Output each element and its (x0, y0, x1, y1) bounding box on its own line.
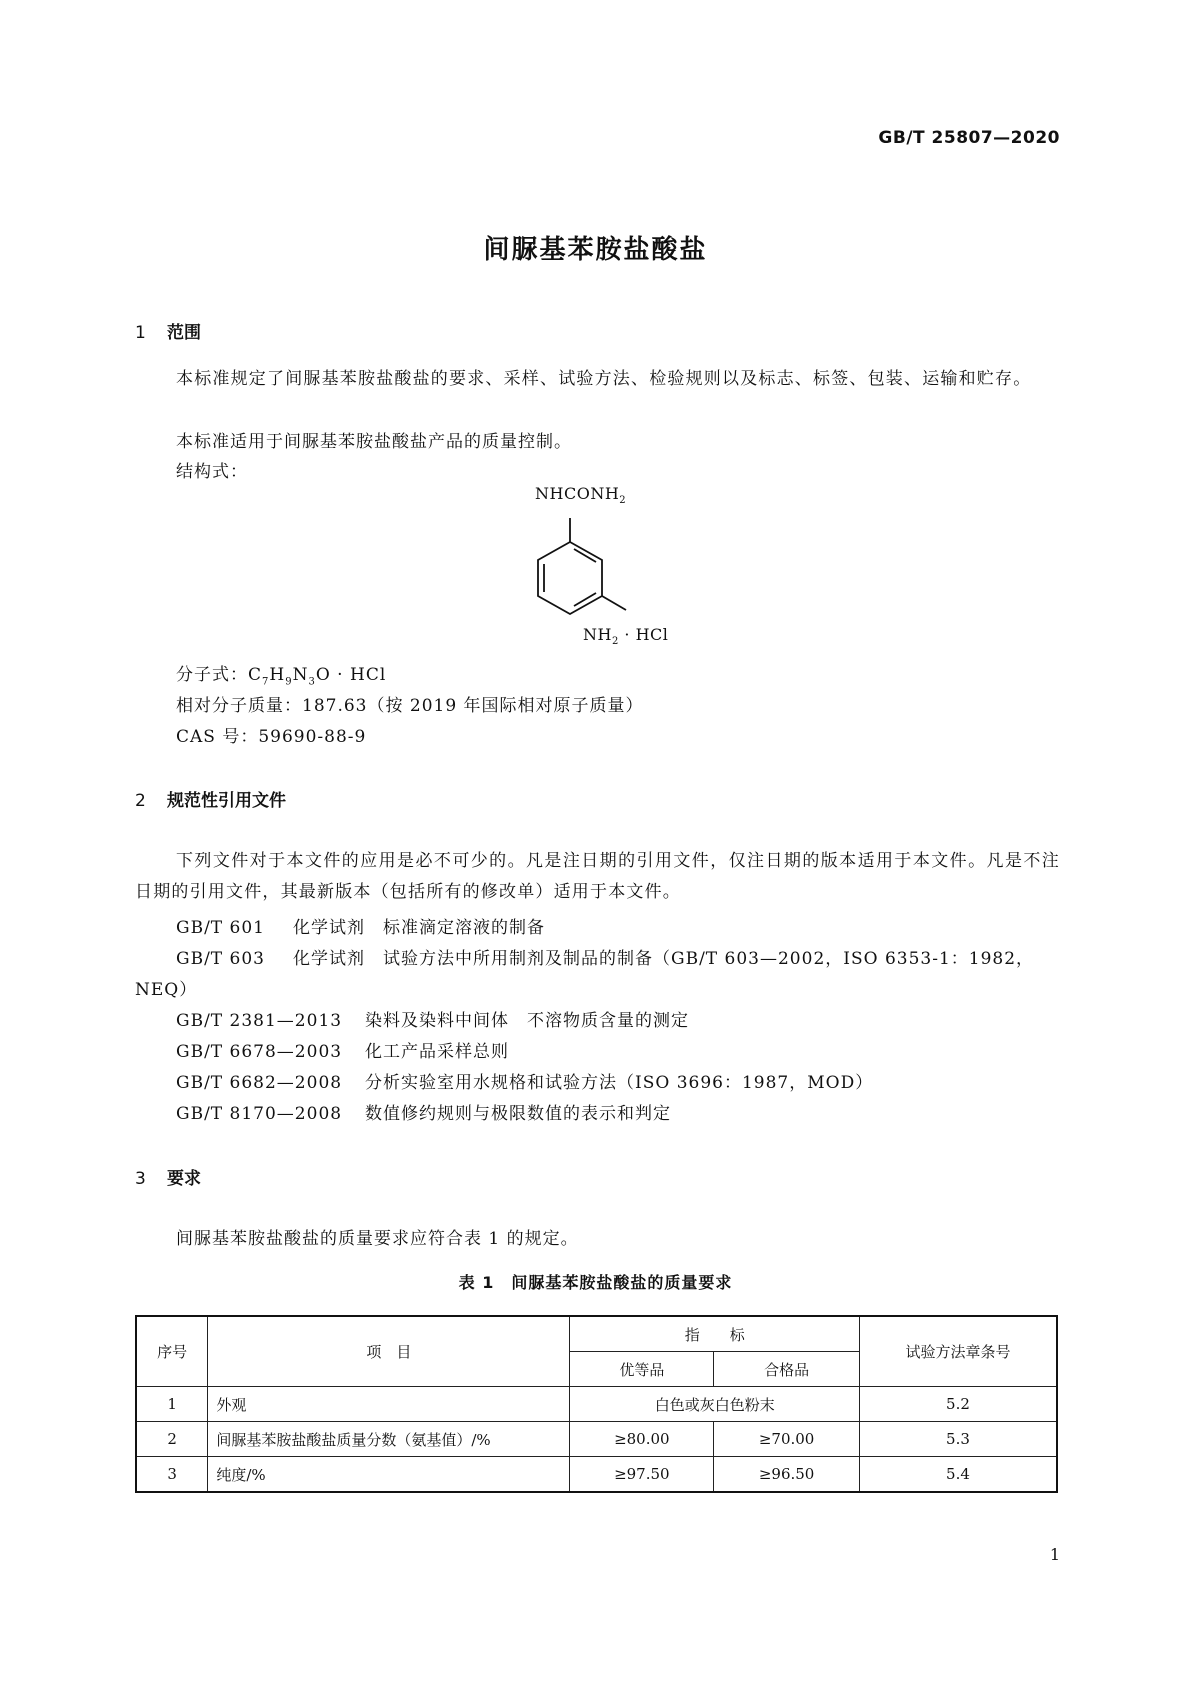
section-3-heading (135, 1164, 201, 1189)
reference-item-3 (176, 1006, 689, 1031)
cell-method: 5.4 (859, 1457, 1057, 1493)
reference-code: GB/T 2381—2013 (176, 1011, 343, 1031)
molecular-mass: 相对分子质量：187.63（按 2019 年国际相对原子质量） (176, 696, 644, 716)
reference-text: 数值修约规则与极限数值的表示和判定 (365, 1104, 671, 1124)
header-method: 试验方法章条号 (859, 1316, 1057, 1387)
molecular-formula-label: 分子式： (176, 665, 248, 685)
cell-no: 2 (136, 1422, 208, 1457)
header-item: 项 目 (208, 1316, 570, 1387)
table-row (136, 1457, 1057, 1493)
header-qualified: 合格品 (714, 1352, 860, 1387)
quality-requirements-table (135, 1315, 1058, 1493)
reference-item-1 (176, 913, 545, 938)
header-no: 序号 (136, 1316, 208, 1387)
reference-text: 化学试剂 标准滴定溶液的制备 (293, 918, 545, 938)
structure-group-top (535, 484, 626, 506)
cell-superior: ≥80.00 (570, 1422, 714, 1457)
reference-text: 化学试剂 试验方法中所用制剂及制品的制备（GB/T 603—2002，ISO 6353-1：1982， (293, 949, 1035, 969)
section-1-heading (135, 318, 201, 343)
reference-text: 分析实验室用水规格和试验方法（ISO 3696：1987，MOD） (365, 1073, 874, 1093)
formula-c: C (248, 665, 263, 685)
reference-item-6 (176, 1099, 671, 1124)
formula-n: N (292, 665, 309, 685)
structure-bottom-text: NH (583, 625, 612, 644)
formula-n-sub: 3 (308, 676, 316, 688)
cell-item: 外观 (208, 1387, 570, 1422)
table-row (136, 1422, 1057, 1457)
section-3-number: 3 (135, 1169, 146, 1189)
reference-item-4 (176, 1037, 509, 1062)
reference-code: GB/T 601 (176, 918, 265, 938)
cell-item: 间脲基苯胺盐酸盐质量分数（氨基值）/% (208, 1422, 570, 1457)
cell-method: 5.2 (859, 1387, 1057, 1422)
cell-method: 5.3 (859, 1422, 1057, 1457)
table-caption: 表 1 间脲基苯胺盐酸盐的质量要求 (458, 1273, 733, 1292)
cell-qualified: ≥96.50 (714, 1457, 860, 1493)
section-2-number: 2 (135, 791, 146, 811)
reference-code: GB/T 6678—2003 (176, 1042, 343, 1062)
cell-item: 纯度/% (208, 1457, 570, 1493)
reference-item-2-continuation: NEQ） (135, 980, 198, 1000)
table-row (136, 1387, 1057, 1422)
section-2-heading (135, 786, 286, 811)
reference-text: 化工产品采样总则 (365, 1042, 509, 1062)
formula-rest: O · HCl (315, 665, 387, 685)
molecular-formula (176, 660, 386, 687)
section-2-title: 规范性引用文件 (167, 791, 286, 811)
reference-item-2 (176, 944, 1034, 969)
reference-code: GB/T 603 (176, 949, 265, 969)
cell-qualified: ≥70.00 (714, 1422, 860, 1457)
page-number: 1 (1049, 1545, 1060, 1564)
header-index: 指 标 (570, 1316, 860, 1352)
cell-no: 1 (136, 1387, 208, 1422)
formula-c-sub: 7 (262, 676, 270, 688)
scope-paragraph-2: 本标准适用于间脲基苯胺盐酸盐产品的质量控制。 (176, 432, 572, 452)
section-3-title: 要求 (167, 1169, 201, 1189)
reference-code: GB/T 8170—2008 (176, 1104, 343, 1124)
structure-top-text: NHCONH (535, 484, 620, 503)
structure-bottom-salt: · HCl (618, 625, 669, 644)
cell-superior: ≥97.50 (570, 1457, 714, 1493)
cell-no: 3 (136, 1457, 208, 1493)
reference-code: GB/T 6682—2008 (176, 1073, 343, 1093)
section-1-number: 1 (135, 323, 146, 343)
reference-text: 染料及染料中间体 不溶物质含量的测定 (365, 1011, 689, 1031)
cas-number: CAS 号：59690-88-9 (176, 727, 367, 747)
standard-code: GB/T 25807—2020 (878, 128, 1060, 148)
formula-h-sub: 9 (285, 676, 293, 688)
structure-group-bottom (583, 625, 668, 647)
section-1-title: 范围 (167, 323, 201, 343)
structure-label: 结构式： (176, 462, 248, 482)
requirements-paragraph: 间脲基苯胺盐酸盐的质量要求应符合表 1 的规定。 (176, 1229, 579, 1249)
structure-top-sub: 2 (619, 495, 627, 507)
cell-merged-index: 白色或灰白色粉末 (570, 1387, 860, 1422)
references-paragraph: 下列文件对于本文件的应用是必不可少的。凡是注日期的引用文件，仅注日期的版本适用于本文件。凡是不注日期的引用文件，其最新版本（包括所有的修改单）适用于本文件。 (135, 851, 1060, 902)
document-title: 间脲基苯胺盐酸盐 (483, 235, 708, 265)
scope-paragraph-1: 本标准规定了间脲基苯胺盐酸盐的要求、采样、试验方法、检验规则以及标志、标签、包装、运输和贮存。 (176, 369, 1032, 389)
table-header-row (136, 1316, 1057, 1352)
formula-h: H (269, 665, 286, 685)
reference-item-5 (176, 1068, 873, 1093)
header-superior: 优等品 (570, 1352, 714, 1387)
structure-bottom-sub: 2 (611, 636, 619, 648)
